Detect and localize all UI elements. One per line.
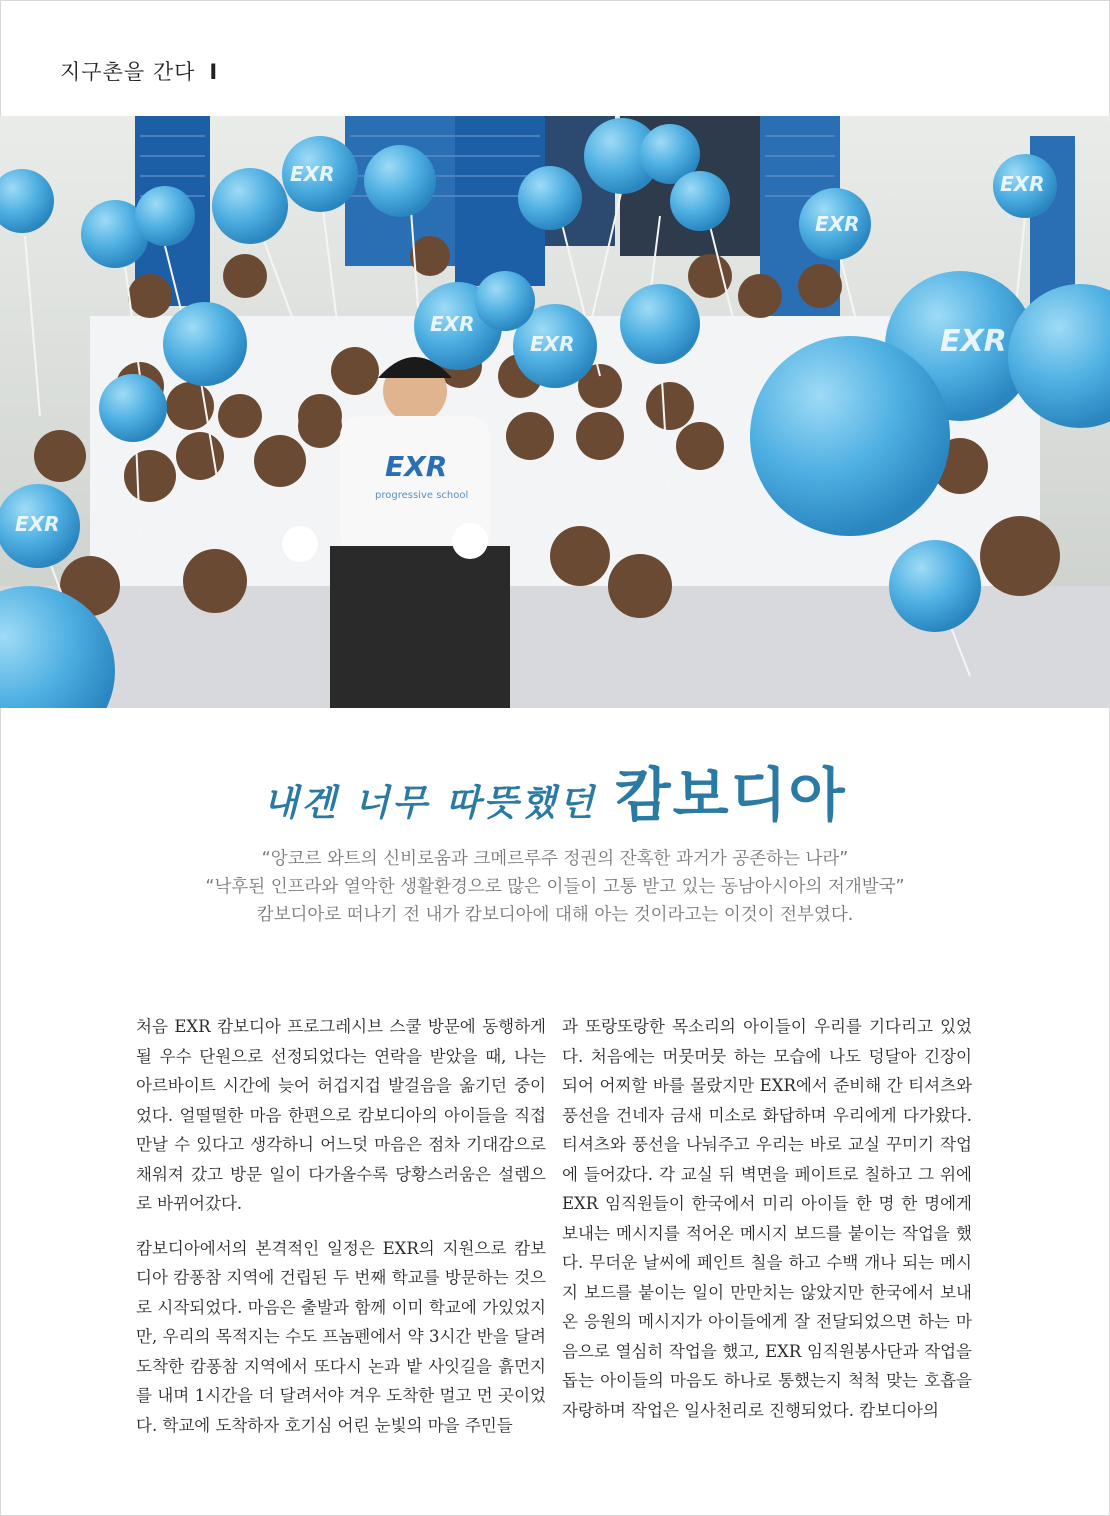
article-title: [0, 748, 1110, 832]
balloon-logo: EXR: [1000, 172, 1045, 196]
intro-line: 캄보디아로 떠나기 전 내가 캄보디아에 대해 아는 것이라고는 이것이 전부였다.: [256, 905, 854, 925]
balloon-logo: EXR: [290, 162, 335, 186]
intro-quote: [0, 845, 1110, 929]
body-paragraph: 과 또랑또랑한 목소리의 아이들이 우리를 기다리고 있었다. 처음에는 머뭇머뭇 하는 모습에 나도 덩달아 긴장이 되어 어찌할 바를 몰랐지만 EXR에서 준비해 간 티셔츠와 풍선을 건네자 금새 미소로 화답하며 우리에게 다가왔다. 티셔츠와 풍선을 나눠주고 우리는 바로 교실 꾸미기 작업에 들어갔다. 각 교실 뒤 벽면을 페이트로 칠하고 그 위에 EXR 임직원들이 한국에서 미리 아이들 한 명 한 명에게 보내는 메시지를 적어온 메시지 보드를 붙이는 작업을 했다. 무더운 날씨에 페인트 칠을 하고 수백 개나 되는 메시지 보드를 붙이는 일이 만만치는 않았지만 한국에서 보내온 응원의 메시지가 아이들에게 잘 전달되었으면 하는 마음으로 열심히 작업을 했고, EXR 임직원봉사단과 작업을 돕는 아이들의 마음도 하나로 통했는지 척척 맞는 호흡을 자랑하며 작업은 일사천리로 진행되었다. 캄보디아의: [562, 1017, 972, 1420]
body-paragraph: 처음 EXR 캄보디아 프로그레시브 스쿨 방문에 동행하게 될 우수 단원으로 선정되었다는 연락을 받았을 때, 나는 아르바이트 시간에 늦어 허겁지겁 발걸음을 옮기던 중이었다. 얼떨떨한 마음 한편으로 캄보디아의 아이들을 직접 만날 수 있다고 생각하니 어느덧 마음은 점차 기대감으로 채워져 갔고 방문 일이 다가올수록 당황스러움은 설렘으로 바뀌어갔다.: [136, 1017, 546, 1213]
balloon-logo: EXR: [530, 332, 575, 356]
balloon-logo: EXR: [430, 312, 475, 336]
intro-line: “낙후된 인프라와 열악한 생활환경으로 많은 이들이 고통 받고 있는 동남아시아의 저개발국”: [205, 877, 905, 897]
title-subtitle: 내겐 너무 따뜻했던: [263, 783, 597, 824]
photo-shirt-text: progressive school: [375, 490, 469, 501]
body-column-right: [562, 1012, 972, 1425]
hero-photo: [0, 116, 1110, 708]
body-column-left: [136, 1012, 546, 1440]
section-header: [60, 56, 218, 86]
body-paragraph: 캄보디아에서의 본격적인 일정은 EXR의 지원으로 캄보디아 캄퐁참 지역에 건립된 두 번째 학교를 방문하는 것으로 시작되었다. 마음은 출발과 함께 이미 학교에 가있었지만, 우리의 목적지는 수도 프놈펜에서 약 3시간 반을 달려 도착한 캄퐁참 지역에서 또다시 논과 밭 사잇길을 흙먼지를 내며 1시간을 더 달려서야 겨우 도착한 멀고 먼 곳이었다. 학교에 도착하자 호기심 어린 눈빛의 마을 주민들: [136, 1238, 546, 1435]
balloon-logo: EXR: [15, 512, 60, 536]
balloon-logo: EXR: [815, 212, 860, 236]
balloon-logo: EXR: [940, 324, 1007, 359]
intro-line: “앙코르 와트의 신비로움과 크메르루주 정권의 잔혹한 과거가 공존하는 나라”: [261, 849, 849, 869]
title-main: 캄보디아: [614, 761, 847, 829]
section-title: 지구촌을 간다: [60, 60, 196, 84]
photo-logo: EXR: [385, 450, 448, 483]
section-separator: I: [209, 60, 219, 84]
